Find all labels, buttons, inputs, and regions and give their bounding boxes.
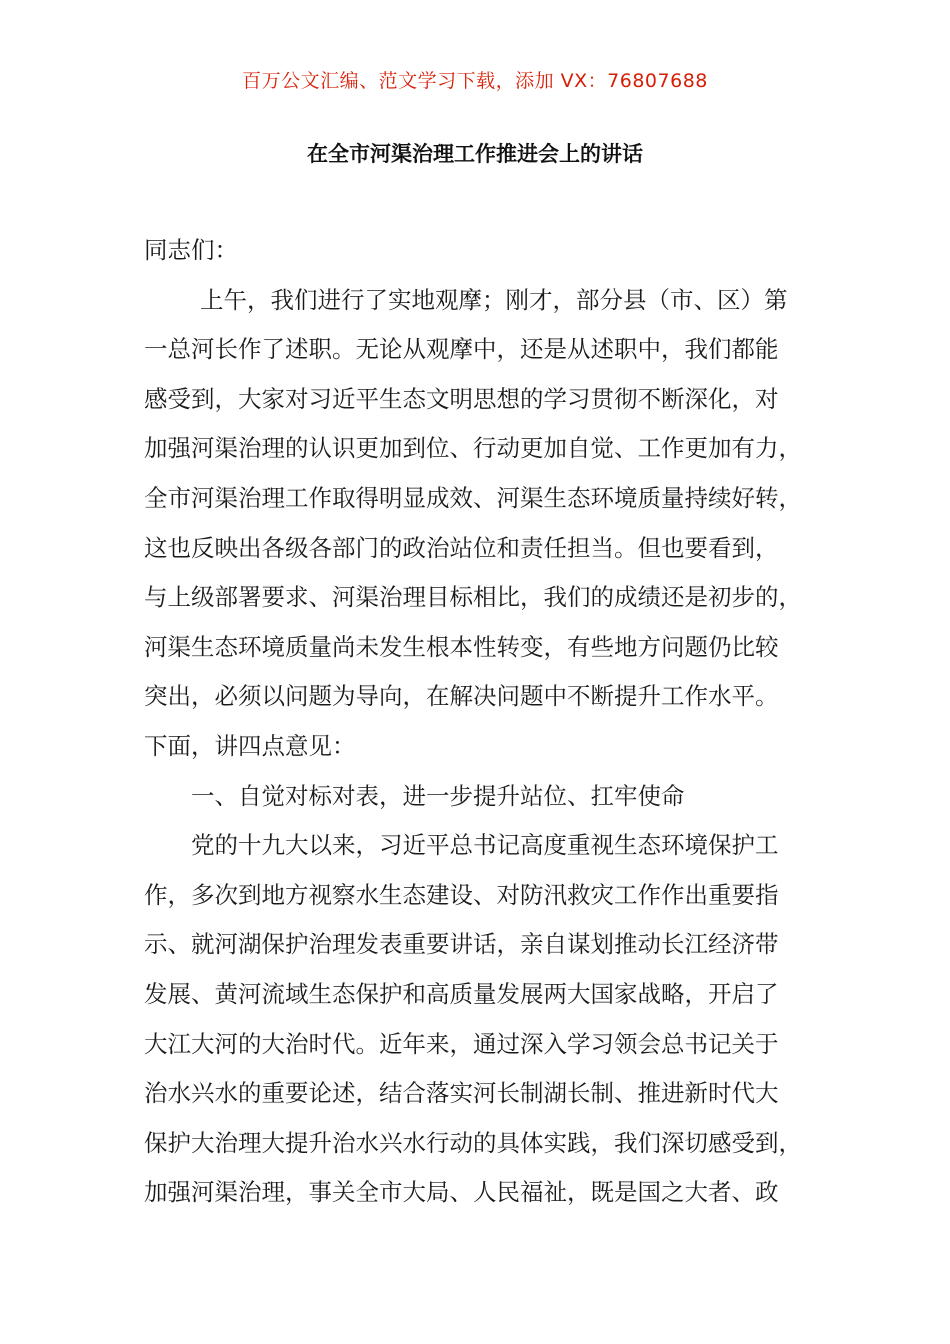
text-line: 与上级部署要求、河渠治理目标相比，我们的成绩还是初步的， bbox=[144, 583, 802, 612]
header-banner: 百万公文汇编、范文学习下载，添加 VX：76807688 bbox=[242, 70, 708, 92]
text-line: 发展、黄河流域生态保护和高质量发展两大国家战略，开启了 bbox=[144, 979, 779, 1008]
text-line: 加强河渠治理，事关全市大局、人民福祉，既是国之大者、政 bbox=[144, 1178, 779, 1207]
text-line: 上午，我们进行了实地观摩；刚才，部分县（市、区）第 bbox=[200, 285, 788, 314]
text-line: 突出，必须以问题为导向，在解决问题中不断提升工作水平。 bbox=[144, 682, 779, 711]
paragraph-1 bbox=[144, 276, 834, 772]
text-line: 这也反映出各级各部门的政治站位和责任担当。但也要看到， bbox=[144, 533, 779, 562]
paragraph-2 bbox=[144, 821, 834, 1218]
section-heading-1 bbox=[144, 772, 834, 822]
salutation bbox=[144, 226, 834, 276]
text-line: 下面，讲四点意见： bbox=[144, 731, 356, 760]
text-line: 河渠生态环境质量尚未发生根本性转变，有些地方问题仍比较 bbox=[144, 632, 779, 661]
text-line: 大江大河的大治时代。近年来，通过深入学习领会总书记关于 bbox=[144, 1029, 779, 1058]
document-title: 在全市河渠治理工作推进会上的讲话 bbox=[307, 142, 643, 166]
text-line: 示、就河湖保护治理发表重要讲话，亲自谋划推动长江经济带 bbox=[144, 930, 779, 959]
text-line: 感受到，大家对习近平生态文明思想的学习贯彻不断深化，对 bbox=[144, 384, 779, 413]
text-line: 党的十九大以来，习近平总书记高度重视生态环境保护工 bbox=[191, 831, 779, 860]
text-line: 治水兴水的重要论述，结合落实河长制湖长制、推进新时代大 bbox=[144, 1079, 779, 1108]
text-line: 一总河长作了述职。无论从观摩中，还是从述职中，我们都能 bbox=[144, 335, 779, 364]
section-heading-text: 一、自觉对标对表，进一步提升站位、扛牢使命 bbox=[191, 781, 685, 810]
salutation-text: 同志们： bbox=[144, 236, 238, 264]
text-line: 全市河渠治理工作取得明显成效、河渠生态环境质量持续好转， bbox=[144, 483, 802, 512]
text-line: 保护大治理大提升治水兴水行动的具体实践，我们深切感受到， bbox=[144, 1128, 802, 1157]
text-line: 作，多次到地方视察水生态建设、对防汛救灾工作作出重要指 bbox=[144, 880, 779, 909]
document-body bbox=[144, 226, 834, 1218]
text-line: 加强河渠治理的认识更加到位、行动更加自觉、工作更加有力， bbox=[144, 434, 802, 463]
